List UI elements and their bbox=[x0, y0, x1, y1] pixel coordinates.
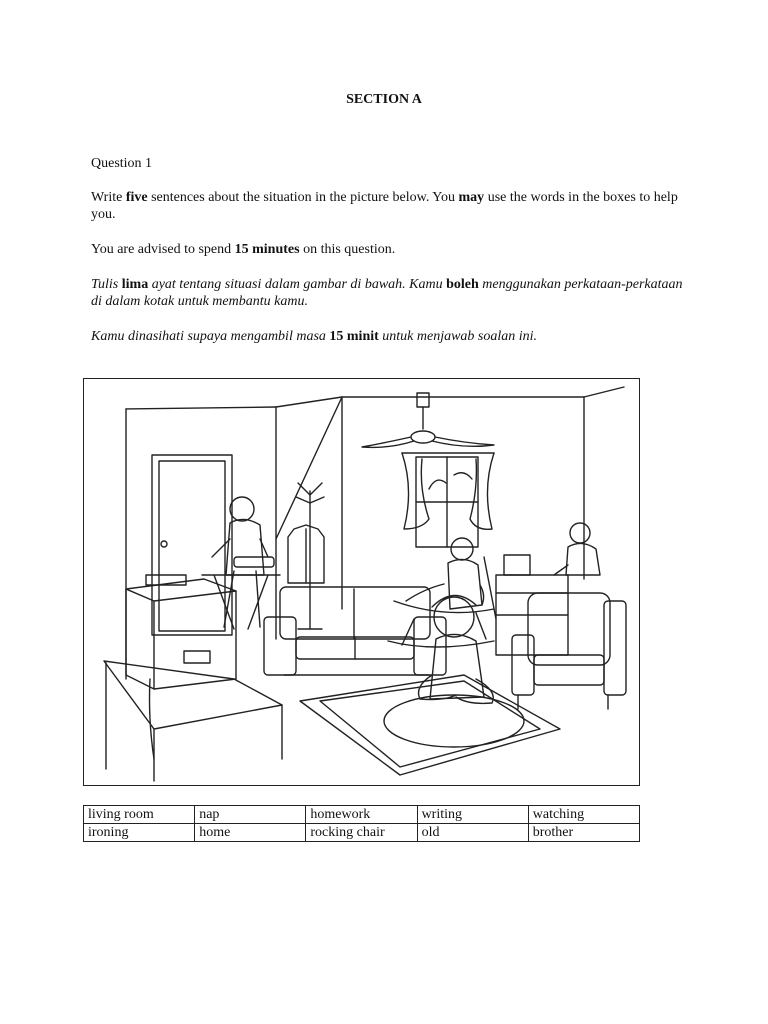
coat-stand bbox=[288, 483, 324, 629]
word-row bbox=[84, 806, 640, 824]
armchair bbox=[512, 593, 626, 709]
woman-ironing bbox=[202, 497, 280, 629]
television-set bbox=[104, 575, 282, 781]
instruction-english: Write five sentences about the situation in the picture below. You may use the words in the boxes to help you. bbox=[91, 190, 678, 222]
time-advice-malay: Kamu dinasihati supaya mengambil masa 15 minit untuk menjawab soalan ini. bbox=[91, 329, 538, 344]
ceiling-fan bbox=[362, 393, 494, 447]
time-advice-english: You are advised to spend 15 minutes on this question. bbox=[91, 242, 396, 257]
sofa bbox=[264, 587, 446, 675]
word-cell: old bbox=[417, 824, 528, 842]
section-title: SECTION A bbox=[346, 92, 422, 107]
question-label: Question 1 bbox=[91, 156, 153, 171]
word-cell: home bbox=[195, 824, 306, 842]
word-cell: ironing bbox=[84, 824, 195, 842]
word-cell: watching bbox=[528, 806, 639, 824]
door bbox=[152, 455, 232, 635]
word-cell: writing bbox=[417, 806, 528, 824]
instruction-malay: Tulis lima ayat tentang situasi dalam gambar di bawah. Kamu boleh menggunakan perkataan-perkataan di dalam kotak untuk membantu kamu. bbox=[91, 277, 683, 309]
window bbox=[402, 453, 494, 547]
word-cell: rocking chair bbox=[306, 824, 417, 842]
word-cell: living room bbox=[84, 806, 195, 824]
living-room-illustration bbox=[83, 378, 640, 786]
word-cell: nap bbox=[195, 806, 306, 824]
word-cell: brother bbox=[528, 824, 639, 842]
word-row bbox=[84, 824, 640, 842]
word-cell: homework bbox=[306, 806, 417, 824]
grandmother-rocking-chair bbox=[388, 538, 496, 647]
word-box-table bbox=[83, 805, 640, 842]
